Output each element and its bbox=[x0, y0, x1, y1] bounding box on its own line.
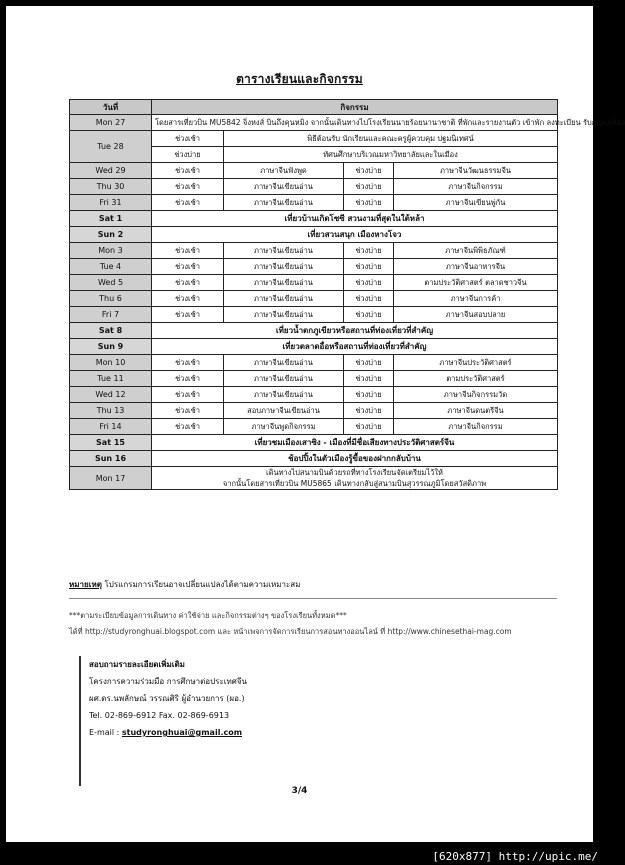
period-cell: ช่วงเช้า bbox=[152, 387, 224, 403]
day-cell: Tue 28 bbox=[70, 131, 152, 163]
period-cell: ช่วงเช้า bbox=[152, 163, 224, 179]
activity-line: เดินทางไปสนามบินด้วยรถที่ทางโรงเรียนจัดเตรียมไว้ให้ bbox=[266, 468, 443, 477]
header-day: วันที่ bbox=[70, 100, 152, 115]
activity-cell: ภาษาจีนฟังพูด bbox=[224, 163, 344, 179]
table-row bbox=[70, 115, 558, 131]
activity-cell: ตามประวัติศาสตร์ ตลาดชาวจีน bbox=[394, 275, 558, 291]
activity-cell: ทัศนศึกษาบริเวณมหาวิทยาลัยและในเมือง bbox=[224, 147, 558, 163]
period-cell: ช่วงเช้า bbox=[152, 259, 224, 275]
table-row bbox=[70, 451, 558, 467]
table-row bbox=[70, 371, 558, 387]
activity-cell: ภาษาจีนกิจกรรมวัด bbox=[394, 387, 558, 403]
contact-org: โครงการความร่วมมือ การศึกษาต่อประเทศจีน bbox=[89, 677, 248, 686]
email-label: E-mail : bbox=[89, 728, 120, 737]
activity-cell: ภาษาจีนเขียนอ่าน bbox=[224, 259, 344, 275]
table-row bbox=[70, 323, 558, 339]
day-cell: Fri 7 bbox=[70, 307, 152, 323]
day-cell: Mon 3 bbox=[70, 243, 152, 259]
table-row bbox=[70, 131, 558, 147]
period-cell: ช่วงเช้า bbox=[152, 291, 224, 307]
activity-cell: พิธีต้อนรับ นักเรียนและคณะครูผู้ควบคุม ปฐมนิเทศน์ bbox=[224, 131, 558, 147]
watermark: [620x877] http://upic.me/ bbox=[432, 850, 598, 863]
day-cell: Wed 12 bbox=[70, 387, 152, 403]
period-cell: ช่วงบ่าย bbox=[344, 195, 394, 211]
header-activity: กิจกรรม bbox=[152, 100, 558, 115]
day-cell: Sun 2 bbox=[70, 227, 152, 243]
activity-cell: ภาษาจีนเขียนอ่าน bbox=[224, 387, 344, 403]
activity-cell: โดยสารเที่ยวบิน MU5842 จิ่งหงส์ บินถึงคุนหมิง จากนั้นเดินทางไปโรงเรียนนายร้อยนานาชาติ ที่พักและรายงานตัว เข้าพัก ลงทะเบียน รับกุญแจห้อง bbox=[152, 115, 558, 131]
contact-heading: สอบถามรายละเอียดเพิ่มเติม bbox=[89, 660, 185, 669]
table-row bbox=[70, 339, 558, 355]
period-cell: ช่วงบ่าย bbox=[152, 147, 224, 163]
contact-block bbox=[79, 656, 389, 786]
table-row bbox=[70, 243, 558, 259]
table-row bbox=[70, 307, 558, 323]
day-cell: Thu 30 bbox=[70, 179, 152, 195]
note-text: โปรแกรมการเรียนอาจเปลี่ยนแปลงได้ตามความเหมาะสม bbox=[104, 580, 301, 589]
page-title: ตารางเรียนและกิจกรรม bbox=[236, 72, 363, 86]
note-label: หมายเหตุ bbox=[69, 580, 102, 589]
period-cell: ช่วงเช้า bbox=[152, 307, 224, 323]
day-cell: Tue 4 bbox=[70, 259, 152, 275]
period-cell: ช่วงเช้า bbox=[152, 275, 224, 291]
table-row bbox=[70, 179, 558, 195]
table-row bbox=[70, 435, 558, 451]
activity-cell: ภาษาจีนเขียนอ่าน bbox=[224, 355, 344, 371]
day-cell: Fri 31 bbox=[70, 195, 152, 211]
period-cell: ช่วงบ่าย bbox=[344, 371, 394, 387]
activity-cell: ภาษาจีนเขียนอ่าน bbox=[224, 291, 344, 307]
day-cell: Mon 27 bbox=[70, 115, 152, 131]
table-row bbox=[70, 467, 558, 490]
activity-cell: ช้อปปิ้งในตัวเมืองรู้ขื้อของฝากกลับบ้าน bbox=[152, 451, 558, 467]
period-cell: ช่วงบ่าย bbox=[344, 179, 394, 195]
day-cell: Wed 29 bbox=[70, 163, 152, 179]
period-cell: ช่วงบ่าย bbox=[344, 163, 394, 179]
day-cell: Thu 6 bbox=[70, 291, 152, 307]
day-cell: Sat 15 bbox=[70, 435, 152, 451]
activity-cell: ภาษาจีนพิพิธภัณฑ์ bbox=[394, 243, 558, 259]
table-row bbox=[70, 163, 558, 179]
period-cell: ช่วงเช้า bbox=[152, 195, 224, 211]
contact-phone: Tel. 02-869-6912 Fax. 02-869-6913 bbox=[89, 711, 230, 720]
period-cell: ช่วงเช้า bbox=[152, 243, 224, 259]
table-row bbox=[70, 259, 558, 275]
table-row bbox=[70, 227, 558, 243]
period-cell: ช่วงบ่าย bbox=[344, 419, 394, 435]
period-cell: ช่วงเช้า bbox=[152, 419, 224, 435]
activity-cell: เที่ยวบ้านเกิดโซซี สวนงามที่สุดในใต้หล้า bbox=[152, 211, 558, 227]
activity-cell: ภาษาจีนวัฒนธรรมจีน bbox=[394, 163, 558, 179]
activity-cell: ภาษาจีนสอบปลาย bbox=[394, 307, 558, 323]
day-cell: Tue 11 bbox=[70, 371, 152, 387]
activity-cell: เที่ยวชมเมืองเสาซิง - เมืองที่มีชื่อเสียงทางประวัติศาสตร์จีน bbox=[152, 435, 558, 451]
day-cell: Fri 14 bbox=[70, 419, 152, 435]
period-cell: ช่วงเช้า bbox=[152, 355, 224, 371]
activity-cell: เที่ยวน้ำตกภูเขียวหรือสถานที่ท่องเที่ยวที่สำคัญ bbox=[152, 323, 558, 339]
info-line: ได้ที่ http://studyronghuai.blogspot.com และ หน้าเพจการจัดการเรียนการสอนทางออนไลน์ ที่ http://www.chinesethai-mag.com bbox=[69, 627, 512, 636]
day-cell: Sat 8 bbox=[70, 323, 152, 339]
period-cell: ช่วงบ่าย bbox=[344, 403, 394, 419]
activity-cell: ภาษาจีนเขียนอ่าน bbox=[224, 307, 344, 323]
activity-cell: ภาษาจีนเขียนอ่าน bbox=[224, 195, 344, 211]
activity-cell: เที่ยวตลาดอื่อหรือสถานที่ท่องเที่ยวที่สำคัญ bbox=[152, 339, 558, 355]
table-row bbox=[70, 211, 558, 227]
activity-cell: ภาษาจีนกิจกรรม bbox=[394, 179, 558, 195]
activity-cell: ภาษาจีนเขียนอ่าน bbox=[224, 243, 344, 259]
activity-cell: ภาษาจีนประวัติศาสตร์ bbox=[394, 355, 558, 371]
period-cell: ช่วงบ่าย bbox=[344, 387, 394, 403]
activity-cell: ภาษาจีนเขียนอ่าน bbox=[224, 371, 344, 387]
period-cell: ช่วงเช้า bbox=[152, 179, 224, 195]
period-cell: ช่วงบ่าย bbox=[344, 291, 394, 307]
day-cell: Sun 16 bbox=[70, 451, 152, 467]
table-row bbox=[70, 275, 558, 291]
period-cell: ช่วงเช้า bbox=[152, 403, 224, 419]
activity-cell: เที่ยวสวนสนุก เมืองหางโจว bbox=[152, 227, 558, 243]
contact-email-row bbox=[89, 724, 389, 741]
activity-cell: ภาษาจีนดนตรีจีน bbox=[394, 403, 558, 419]
day-cell: Mon 17 bbox=[70, 467, 152, 490]
table-row bbox=[70, 387, 558, 403]
table-row bbox=[70, 403, 558, 419]
activity-cell: สอบภาษาจีนเขียนอ่าน bbox=[224, 403, 344, 419]
page-number: 3/4 bbox=[291, 786, 308, 796]
table-row bbox=[70, 291, 558, 307]
day-cell: Sun 9 bbox=[70, 339, 152, 355]
period-cell: ช่วงบ่าย bbox=[344, 243, 394, 259]
activity-cell: ภาษาจีนเขียนพู่กัน bbox=[394, 195, 558, 211]
day-cell: Thu 13 bbox=[70, 403, 152, 419]
day-cell: Sat 1 bbox=[70, 211, 152, 227]
period-cell: ช่วงเช้า bbox=[152, 371, 224, 387]
email-link[interactable]: studyronghuai@gmail.com bbox=[121, 728, 243, 737]
activity-cell: ตามประวัติศาสตร์ bbox=[394, 371, 558, 387]
activity-cell: ภาษาจีนเขียนอ่าน bbox=[224, 275, 344, 291]
period-cell: ช่วงเช้า bbox=[152, 131, 224, 147]
activity-cell: ภาษาจีนอาหารจีน bbox=[394, 259, 558, 275]
activity-cell: ภาษาจีนกิจกรรม bbox=[394, 419, 558, 435]
day-cell: Mon 10 bbox=[70, 355, 152, 371]
period-cell: ช่วงบ่าย bbox=[344, 307, 394, 323]
day-cell: Wed 5 bbox=[70, 275, 152, 291]
table-header-row bbox=[70, 100, 558, 115]
activity-cell: ภาษาจีนการค้า bbox=[394, 291, 558, 307]
divider bbox=[69, 598, 557, 599]
activity-cell: ภาษาจีนพูดกิจกรรม bbox=[224, 419, 344, 435]
schedule-table bbox=[69, 99, 625, 490]
period-cell: ช่วงบ่าย bbox=[344, 259, 394, 275]
table-row bbox=[70, 195, 558, 211]
activity-cell bbox=[152, 467, 558, 490]
table-row bbox=[70, 355, 558, 371]
table-row bbox=[70, 419, 558, 435]
note bbox=[69, 578, 300, 591]
period-cell: ช่วงบ่าย bbox=[344, 355, 394, 371]
period-cell: ช่วงบ่าย bbox=[344, 275, 394, 291]
activity-line: จากนั้นโดยสารเที่ยวบิน MU5865 เดินทางกลับสู่สนามบินสุวรรณภูมิโดยสวัสดิภาพ bbox=[222, 479, 487, 488]
document-page bbox=[6, 6, 625, 842]
info-line: ***ตามระเบียบข้อมูลการเดินทาง ค่าใช้จ่าย และกิจกรรมต่างๆ ของโรงเรียนทั้งหมด*** bbox=[69, 611, 347, 620]
activity-cell: ภาษาจีนเขียนอ่าน bbox=[224, 179, 344, 195]
contact-person: ผศ.ดร.นพลักษณ์ วรรณศิริ ผู้อำนวยการ (ผอ.) bbox=[89, 694, 245, 703]
